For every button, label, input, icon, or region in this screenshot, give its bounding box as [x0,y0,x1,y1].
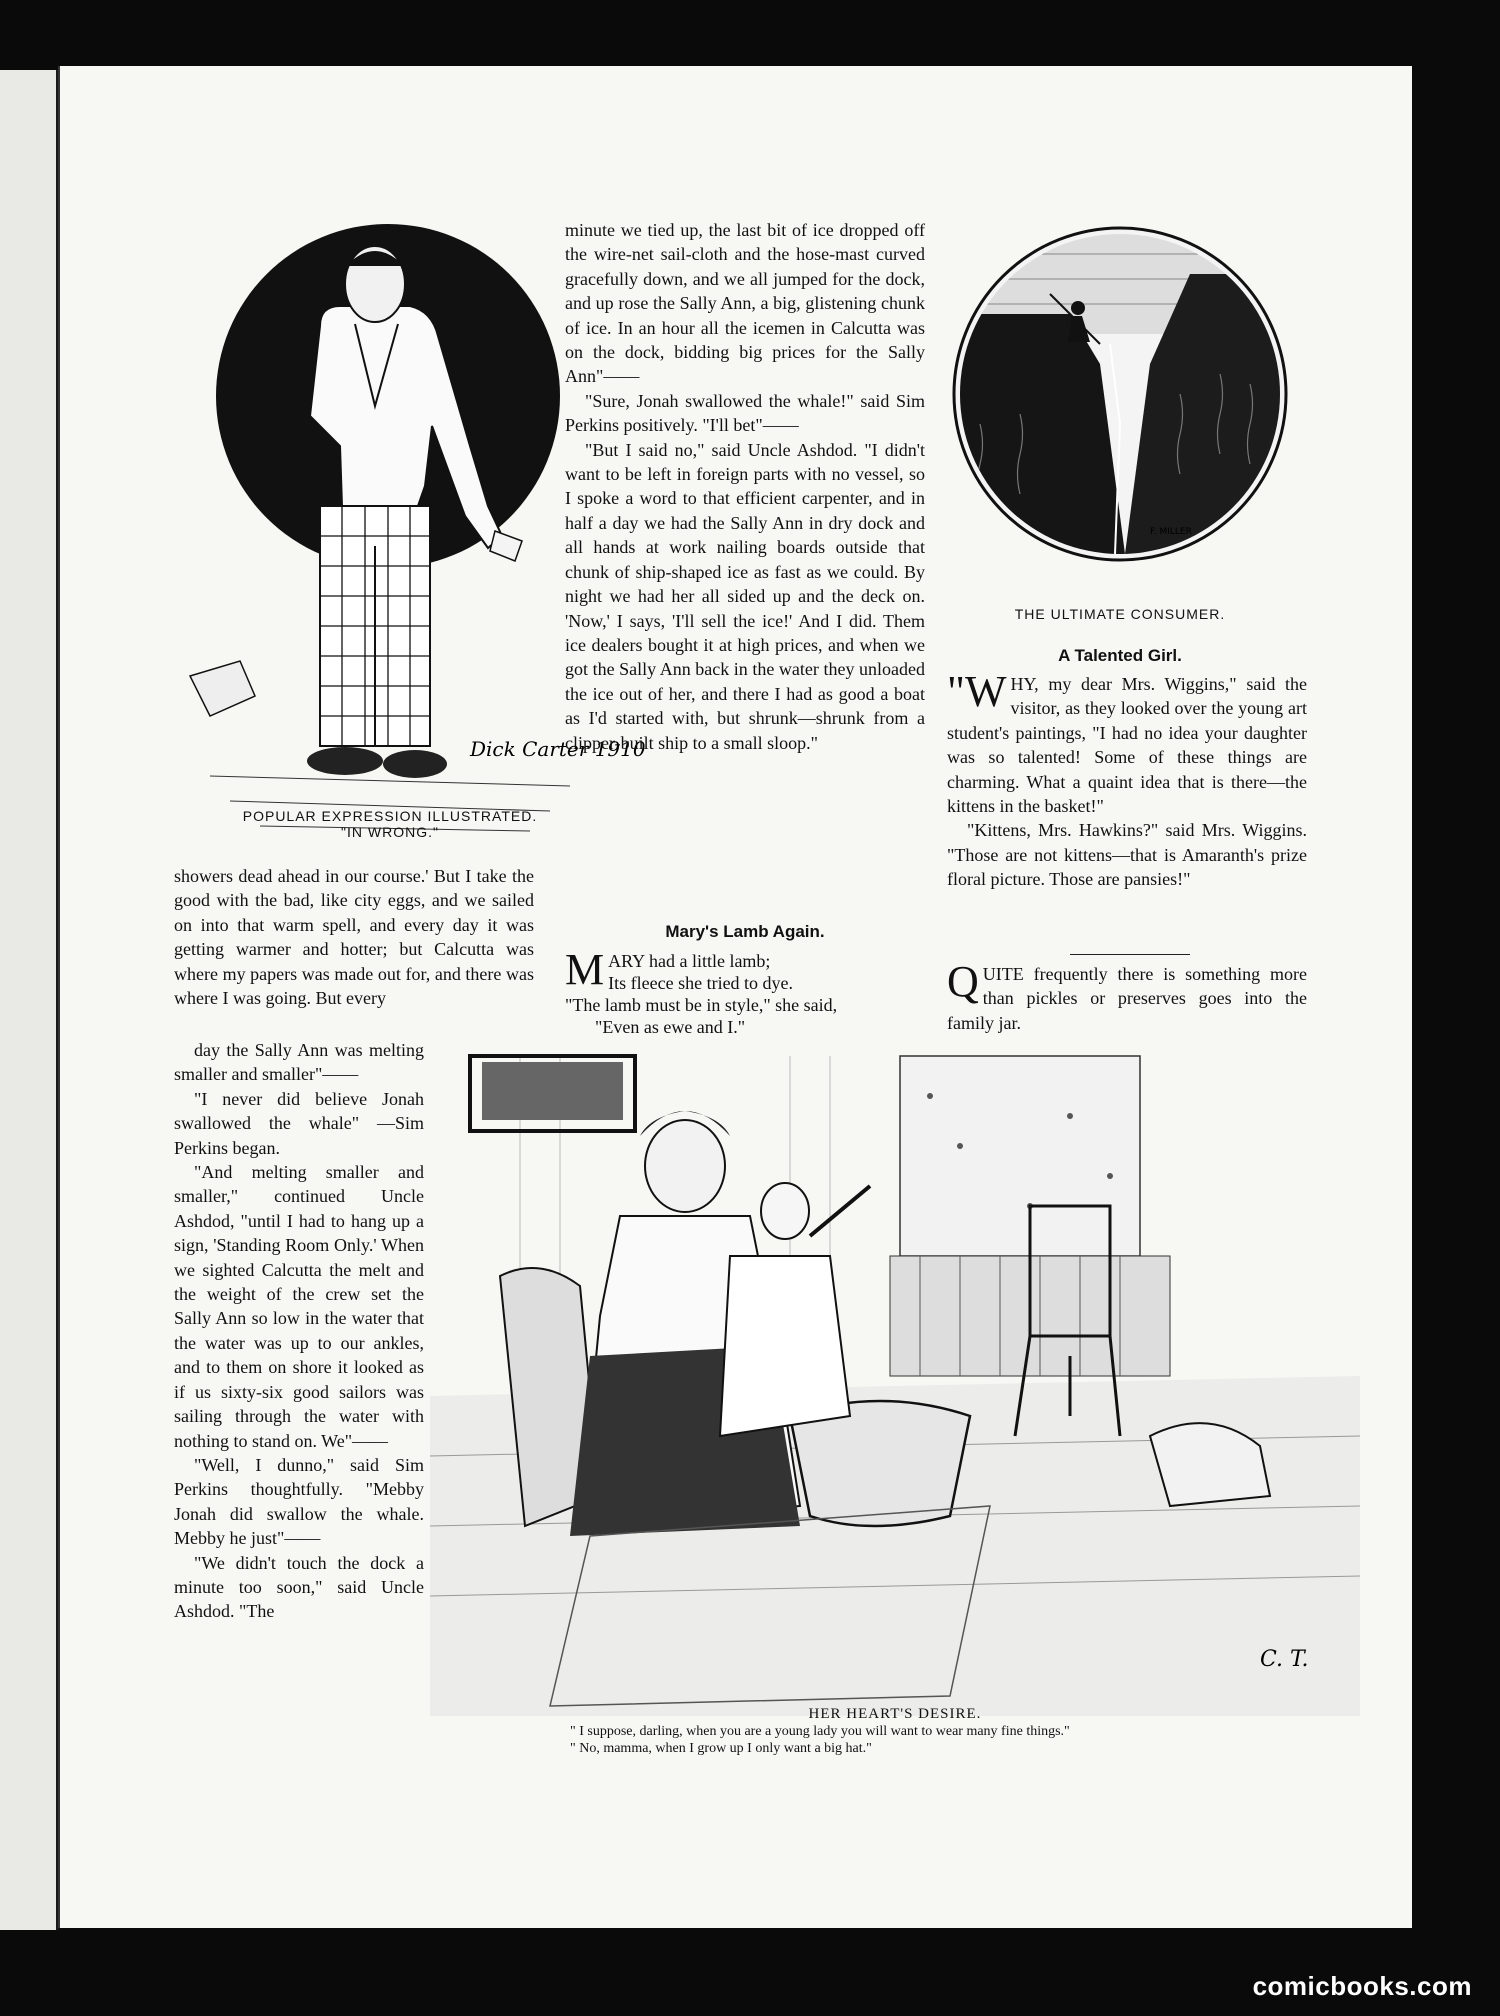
col1-para1: showers dead ahead in our course.' But I take the good with the bad, like city eggs, and we sailed on into that warm spell, and every day it was getting warmer and hotter; but Calcutta was where my papers was made out for, and there was where I was going. But every [174,866,534,1009]
col2-para1: minute we tied up, the last bit of ice dropped off the wire-net sail-cloth and the hose-mast curved gracefully down, and we all jumped for the dock, and up rose the Sally Ann, a big, glistening chunk of ice. In an hour all the icemen in Calcutta was on the dock, bidding big prices for the Sally Ann"—— [565,220,925,387]
column-1-top [174,864,534,1010]
her-hearts-desire-caption [430,1706,1360,1757]
col3-para2: "Kittens, Mrs. Hawkins?" said Mrs. Wiggins. "Those are not kittens—that is Amaranth's prize floral picture. Those are pansies!" [947,820,1307,890]
talented-girl-title: A Talented Girl. [1058,646,1182,665]
mary-lamb-title: Mary's Lamb Again. [665,922,825,941]
column-1-narrow [174,1038,424,1624]
ultimate-consumer-caption: THE ULTIMATE CONSUMER. [1014,606,1226,622]
hh-caption-line2: " No, mamma, when I grow up I only want a big hat." [570,1741,872,1756]
mary-lamb-poem [565,945,945,1038]
col3-para1: HY, my dear Mrs. Wiggins," said the visitor, as they looked over the young art student's paintings, "I had no idea your daughter was so talented! Some of these things are charming. What a quaint idea that is there—the kittens in the basket!" [947,674,1307,817]
quite-dropcap: Q [947,957,979,1006]
talented-dropcap: "W [947,667,1007,716]
col2-para2: "Sure, Jonah swallowed the whale!" said Sim Perkins positively. "I'll bet"—— [565,390,925,436]
left-illustration-signature: Dick Carter 1910 [470,737,646,761]
column-3-divider [1070,954,1190,955]
left-illustration-caption [160,808,620,840]
left-caption-line2: "IN WRONG." [341,824,439,840]
in-wrong-illustration [170,216,646,876]
facing-page-edge [0,70,59,1930]
col2-para3: "But I said no," said Uncle Ashdod. "I didn't want to be left in foreign parts with no vessel, so I spoke a word to that efficient carpenter, and in half a day we had the Sally Ann in dry dock and all hands at work nailing boards outside that chunk of ship-shaped ice as fast as we could. By night we had her all sided up and the deck on. 'Now,' I says, 'I'll sell the ice!' And I did. Them ice dealers bought it at high prices, and when we got the Sally Ann back in the water they unloaded the ice out of her, and there I had as good a boat as I'd started with, but shrunk—shrunk from a clipper-built ship to a small sloop." [565,439,925,753]
col1-para2: "I never did believe Jonah swallowed the whale" —Sim Perkins began. [174,1088,424,1158]
column-3-bottom [947,957,1307,1035]
poem-dropcap: M [565,945,605,994]
hh-caption-line1: " I suppose, darling, when you are a young lady you will want to wear many fine things." [570,1724,1070,1739]
col1-para5: "We didn't touch the dock a minute too soon," said Uncle Ashdod. "The [174,1552,424,1622]
poem-line-3: "The lamb must be in style," she said, [565,995,838,1015]
col1-para3: "And melting smaller and smaller," continued Uncle Ashdod, "until I had to hang up a sign, 'Standing Room Only.' When we sighted Calcutta the melt and the weight of the crew set the Sally Ann so low in the water that the water was up to our ankles, and to them on shore it looked as if us sixty-six good sailors was sailing through the water with nothing to stand on. We"—— [174,1162,424,1451]
magazine-page [58,66,1412,1928]
col3-para1-wrap [947,667,1307,818]
col3-para3: UITE frequently there is something more than pickles or preserves goes into the family jar. [947,964,1307,1033]
site-watermark: comicbooks.com [1252,1971,1472,2001]
column-3 [947,667,1307,892]
hh-caption-title: HER HEART'S DESIRE. [808,1706,982,1722]
column-2 [565,218,925,755]
col1-para1b: day the Sally Ann was melting smaller and smaller"—— [174,1040,424,1085]
bottom-illustration-signature: C. T. [1260,1647,1309,1672]
col1-para4: "Well, I dunno," said Sim Perkins thoughtfully. "Mebby Jonah did swallow the whale. Mebby he just"—— [174,1454,424,1549]
poem-line-1: ARY had a little lamb; [608,951,771,971]
poem-line-2: Its fleece she tried to dye. [608,973,794,993]
poem-line-4: "Even as ewe and I." [595,1017,746,1037]
left-caption-line1: POPULAR EXPRESSION ILLUSTRATED. [242,808,538,824]
ultimate-consumer-illustration [950,224,1290,564]
her-hearts-desire-illustration [430,1056,1360,1716]
right-illustration-signature: F. MILLER [1150,527,1192,537]
